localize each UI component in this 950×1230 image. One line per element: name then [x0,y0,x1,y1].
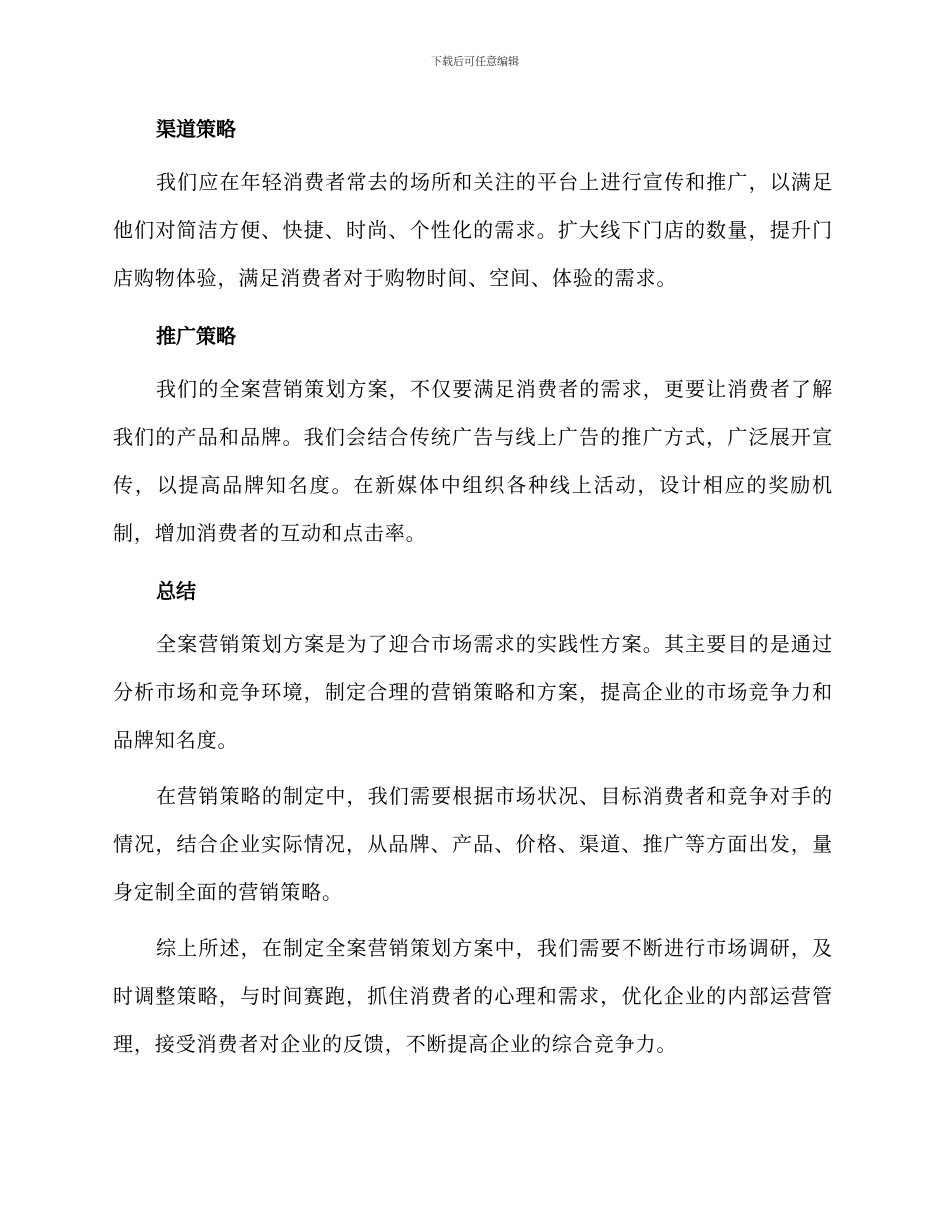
paragraph-summary-1: 全案营销策划方案是为了迎合市场需求的实践性方案。其主要目的是通过分析市场和竞争环境，制定合理的营销策略和方案，提高企业的市场竞争力和品牌知名度。 [113,632,833,752]
section-heading-channel: 渠道策略 [156,117,236,141]
paragraph-summary-3: 综上所述，在制定全案营销策划方案中，我们需要不断进行市场调研，及时调整策略，与时间赛跑，抓住消费者的心理和需求，优化企业的内部运营管理，接受消费者对企业的反馈，不断提高企业的综合竞争力。 [113,936,833,1056]
header-note: 下载后可任意编辑 [431,55,519,68]
paragraph-channel: 我们应在年轻消费者常去的场所和关注的平台上进行宣传和推广，以满足他们对简洁方便、快捷、时尚、个性化的需求。扩大线下门店的数量，提升门店购物体验，满足消费者对于购物时间、空间、体验的需求。 [113,170,833,290]
paragraph-promotion: 我们的全案营销策划方案，不仅要满足消费者的需求，更要让消费者了解我们的产品和品牌。我们会结合传统广告与线上广告的推广方式，广泛展开宣传，以提高品牌知名度。在新媒体中组织各种线上活动，设计相应的奖励机制，增加消费者的互动和点击率。 [113,377,833,545]
section-heading-promotion: 推广策略 [156,324,236,348]
document-body [113,113,833,1068]
paragraph-summary-2: 在营销策略的制定中，我们需要根据市场状况、目标消费者和竞争对手的情况，结合企业实际情况，从品牌、产品、价格、渠道、推广等方面出发，量身定制全面的营销策略。 [113,784,833,904]
section-heading-summary: 总结 [156,579,196,603]
